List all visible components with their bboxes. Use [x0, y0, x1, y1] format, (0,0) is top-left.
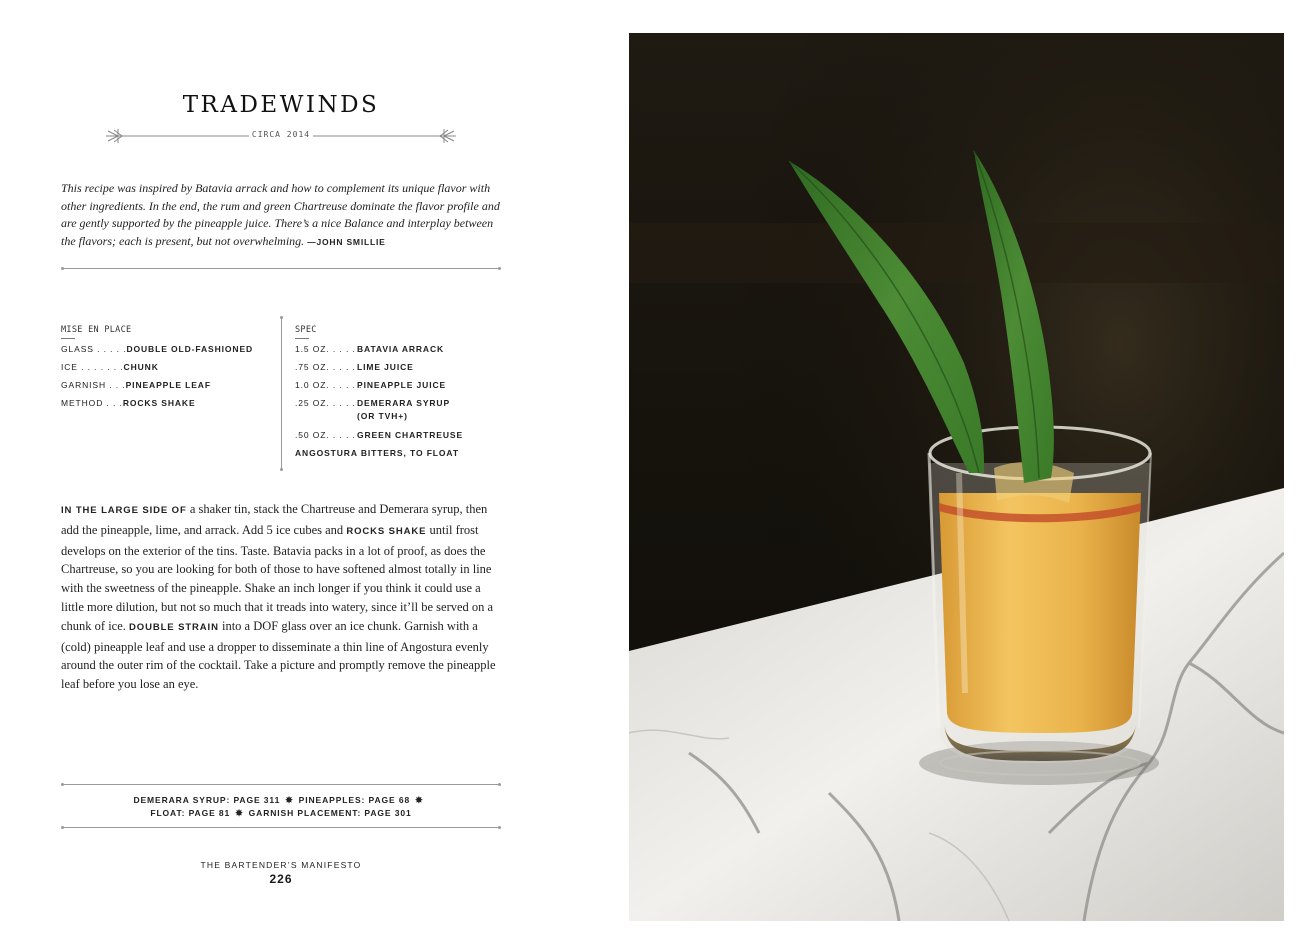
rule-endpoint [498, 267, 501, 270]
spec-ingredient-note: (OR TVH+) [357, 411, 408, 421]
method-text: until frost develops on the exterior of the tins. Taste. Batavia packs in a lot of proof, as does the Chartreuse, so you are looking for both of those to have softened almost totally in line with the sweetness of the pineapple. Shake an inch longer if you think it could use a little more dilution, but not so much that it treads into watery, since it’ll be served on a chunk of ice. [61, 522, 494, 633]
mise-row [61, 344, 253, 354]
spec-amount: 1.5 OZ. . . . . . [295, 344, 363, 354]
cross-reference-line [61, 808, 501, 819]
heading-underline [295, 338, 309, 339]
mise-value: DOUBLE OLD-FASHIONED [126, 344, 254, 354]
spec-row [295, 398, 450, 408]
cross-reference: DEMERARA SYRUP: PAGE 311 [133, 795, 281, 805]
cross-reference: GARNISH PLACEMENT: PAGE 301 [248, 808, 412, 818]
circa-label: CIRCA 2014 [251, 130, 311, 139]
spec-amount: 1.0 OZ. . . . . . [295, 380, 363, 390]
recipe-title: TRADEWINDS [182, 92, 380, 118]
spec-ingredient: PINEAPPLE JUICE [357, 380, 447, 390]
rule-endpoint [280, 468, 283, 471]
section-divider [63, 268, 499, 269]
intro-paragraph [61, 180, 506, 252]
heading-underline [61, 338, 75, 339]
spec-ingredient: DEMERARA SYRUP [357, 398, 451, 408]
cross-reference: FLOAT: PAGE 81 [150, 808, 231, 818]
book-title: THE BARTENDER’S MANIFESTO [200, 860, 362, 870]
method-lead: IN THE LARGE SIDE OF [61, 505, 187, 516]
spec-amount: .50 OZ. . . . . . [295, 430, 363, 440]
cross-reference-line [61, 795, 501, 806]
mise-value: PINEAPPLE LEAF [125, 380, 211, 390]
intro-credit: —JOHN SMILLIE [307, 237, 386, 248]
cocktail-photo [629, 33, 1284, 921]
spec-row-continued [357, 411, 408, 421]
page-number: 226 [269, 872, 293, 886]
spec-row [295, 344, 444, 354]
spec-amount: .75 OZ. . . . . . [295, 362, 363, 372]
mise-label: GARNISH . . . [61, 380, 126, 390]
section-divider [63, 827, 499, 828]
method-paragraph [61, 500, 506, 694]
star-separator-icon: ✸ [235, 808, 244, 818]
method-text: a shaker tin, stack the Chartreuse and Demerara syrup, then add the pineapple, lime, and arrack. Add 5 ice cubes and [61, 502, 488, 537]
spec-heading: SPEC [295, 325, 317, 335]
method-action: DOUBLE STRAIN [129, 621, 219, 633]
star-separator-icon: ✸ [285, 795, 294, 805]
spec-row [295, 380, 446, 390]
column-divider [281, 318, 282, 470]
mise-row [61, 398, 196, 408]
intro-text: This recipe was inspired by Batavia arrack and how to complement its unique flavor with other ingredients. In the end, the rum and green Chartreuse dominate the flavor profile and are gently supported by the pineapple juice. There’s a nice Balance and interplay between the flavors; each is present, but not overwhelming. [61, 181, 500, 249]
method-action: ROCKS SHAKE [346, 525, 427, 537]
spec-ingredient: BATAVIA ARRACK [357, 344, 445, 354]
mise-row [61, 380, 211, 390]
method-text: into a DOF glass over an ice chunk. Garnish with a (cold) pineapple leaf and use a dropper to disseminate a thin line of Angostura evenly around the outer rim of the cocktail. Take a picture and promptly remove the pineapple leaf before you lose an eye. [61, 618, 496, 692]
star-separator-icon: ✸ [415, 795, 424, 805]
mise-value: CHUNK [123, 362, 159, 372]
rule-endpoint [498, 826, 501, 829]
spec-ingredient: LIME JUICE [357, 362, 414, 372]
section-divider [63, 784, 499, 785]
spec-bitters-text: ANGOSTURA BITTERS, TO FLOAT [295, 448, 459, 458]
spec-row [295, 430, 463, 440]
spec-bitters [295, 448, 459, 458]
mise-row [61, 362, 159, 372]
mise-value: ROCKS SHAKE [122, 398, 196, 408]
cross-reference: PINEAPPLES: PAGE 68 [298, 795, 411, 805]
mise-en-place-heading: MISE EN PLACE [61, 325, 132, 335]
circa-ornament [104, 126, 458, 146]
rule-endpoint [498, 783, 501, 786]
recipe-page [0, 0, 610, 946]
mise-label: METHOD . . . [61, 398, 123, 408]
spec-row [295, 362, 414, 372]
spec-ingredient: GREEN CHARTREUSE [357, 430, 464, 440]
cocktail-illustration [629, 33, 1284, 921]
mise-label: ICE . . . . . . . [61, 362, 124, 372]
mise-label: GLASS . . . . . [61, 344, 127, 354]
spec-amount: .25 OZ. . . . . . [295, 398, 363, 408]
